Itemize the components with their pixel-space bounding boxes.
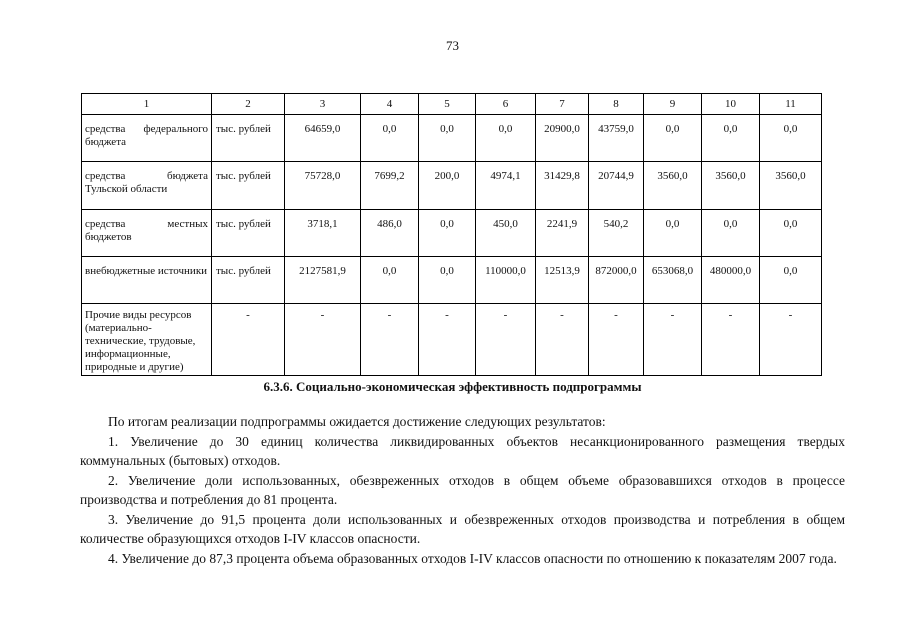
value-cell: - — [285, 304, 361, 376]
value-cell: 0,0 — [476, 115, 536, 162]
unit-cell: тыс. рублей — [212, 210, 285, 257]
value-cell: 20900,0 — [536, 115, 589, 162]
unit-cell: тыс. рублей — [212, 257, 285, 304]
paragraph: 2. Увеличение доли использованных, обезвреженных отходов в общем объеме образовавшихся отходов в процессе производства и потребления до 81 процента. — [80, 472, 845, 507]
value-cell: 0,0 — [702, 115, 760, 162]
table-row — [82, 115, 822, 162]
value-cell: 450,0 — [476, 210, 536, 257]
value-cell: - — [589, 304, 644, 376]
value-cell: 20744,9 — [589, 162, 644, 210]
value-cell: - — [536, 304, 589, 376]
value-cell: 3560,0 — [760, 162, 822, 210]
value-cell: 0,0 — [760, 210, 822, 257]
unit-cell: тыс. рублей — [212, 162, 285, 210]
value-cell: 0,0 — [760, 115, 822, 162]
value-cell: 31429,8 — [536, 162, 589, 210]
table-row — [82, 304, 822, 376]
table-header-cell: 5 — [419, 94, 476, 115]
value-cell: - — [361, 304, 419, 376]
value-cell: 110000,0 — [476, 257, 536, 304]
value-cell: 64659,0 — [285, 115, 361, 162]
table-header-row — [82, 94, 822, 115]
value-cell: 4974,1 — [476, 162, 536, 210]
value-cell: 7699,2 — [361, 162, 419, 210]
resources-table — [81, 93, 822, 376]
table-header-cell: 11 — [760, 94, 822, 115]
value-cell: 3718,1 — [285, 210, 361, 257]
value-cell: - — [760, 304, 822, 376]
table-header-cell: 2 — [212, 94, 285, 115]
value-cell: 0,0 — [361, 257, 419, 304]
row-label: средства бюджета Тульской области — [82, 162, 212, 210]
value-cell: 200,0 — [419, 162, 476, 210]
paragraph: 3. Увеличение до 91,5 процента доли использованных и обезвреженных отходов производства и потребления в общем количестве образующихся отходов I-IV классов опасности. — [80, 511, 845, 546]
value-cell: 0,0 — [419, 210, 476, 257]
paragraph: 1. Увеличение до 30 единиц количества ликвидированных объектов несанкционированного размещения твердых коммунальных (бытовых) отходов. — [80, 433, 845, 468]
table-header-cell: 7 — [536, 94, 589, 115]
page-number: 73 — [446, 38, 459, 53]
value-cell: 872000,0 — [589, 257, 644, 304]
unit-cell: тыс. рублей — [212, 115, 285, 162]
value-cell: 653068,0 — [644, 257, 702, 304]
row-label: внебюджетные источники — [82, 257, 212, 304]
value-cell: 0,0 — [644, 115, 702, 162]
table-header-cell: 10 — [702, 94, 760, 115]
value-cell: 0,0 — [361, 115, 419, 162]
table-row — [82, 257, 822, 304]
value-cell: - — [419, 304, 476, 376]
value-cell: 0,0 — [419, 257, 476, 304]
value-cell: - — [702, 304, 760, 376]
value-cell: - — [644, 304, 702, 376]
section-title: 6.3.6. Социально-экономическая эффективность подпрограммы — [263, 379, 642, 394]
value-cell: 2127581,9 — [285, 257, 361, 304]
value-cell: - — [476, 304, 536, 376]
value-cell: 12513,9 — [536, 257, 589, 304]
value-cell: 0,0 — [702, 210, 760, 257]
row-label: Прочие виды ресурсов (материально-технические, трудовые, информационные, природные и другие) — [82, 304, 212, 376]
value-cell: 480000,0 — [702, 257, 760, 304]
value-cell: 0,0 — [644, 210, 702, 257]
table-row — [82, 210, 822, 257]
table-row — [82, 162, 822, 210]
row-label: средства федерального бюджета — [82, 115, 212, 162]
table-header-cell: 6 — [476, 94, 536, 115]
paragraph: 4. Увеличение до 87,3 процента объема образованных отходов I-IV классов опасности по отношению к показателям 2007 года. — [108, 550, 837, 566]
value-cell: 2241,9 — [536, 210, 589, 257]
table-header-cell: 9 — [644, 94, 702, 115]
value-cell: 3560,0 — [702, 162, 760, 210]
value-cell: 75728,0 — [285, 162, 361, 210]
row-label: средства местных бюджетов — [82, 210, 212, 257]
table-header-cell: 4 — [361, 94, 419, 115]
body-text — [80, 412, 845, 568]
unit-cell: - — [212, 304, 285, 376]
value-cell: 0,0 — [419, 115, 476, 162]
table-header-cell: 1 — [82, 94, 212, 115]
table-header-cell: 8 — [589, 94, 644, 115]
value-cell: 3560,0 — [644, 162, 702, 210]
value-cell: 486,0 — [361, 210, 419, 257]
value-cell: 540,2 — [589, 210, 644, 257]
table-header-cell: 3 — [285, 94, 361, 115]
value-cell: 0,0 — [760, 257, 822, 304]
paragraph: По итогам реализации подпрограммы ожидается достижение следующих результатов: — [108, 414, 606, 429]
value-cell: 43759,0 — [589, 115, 644, 162]
